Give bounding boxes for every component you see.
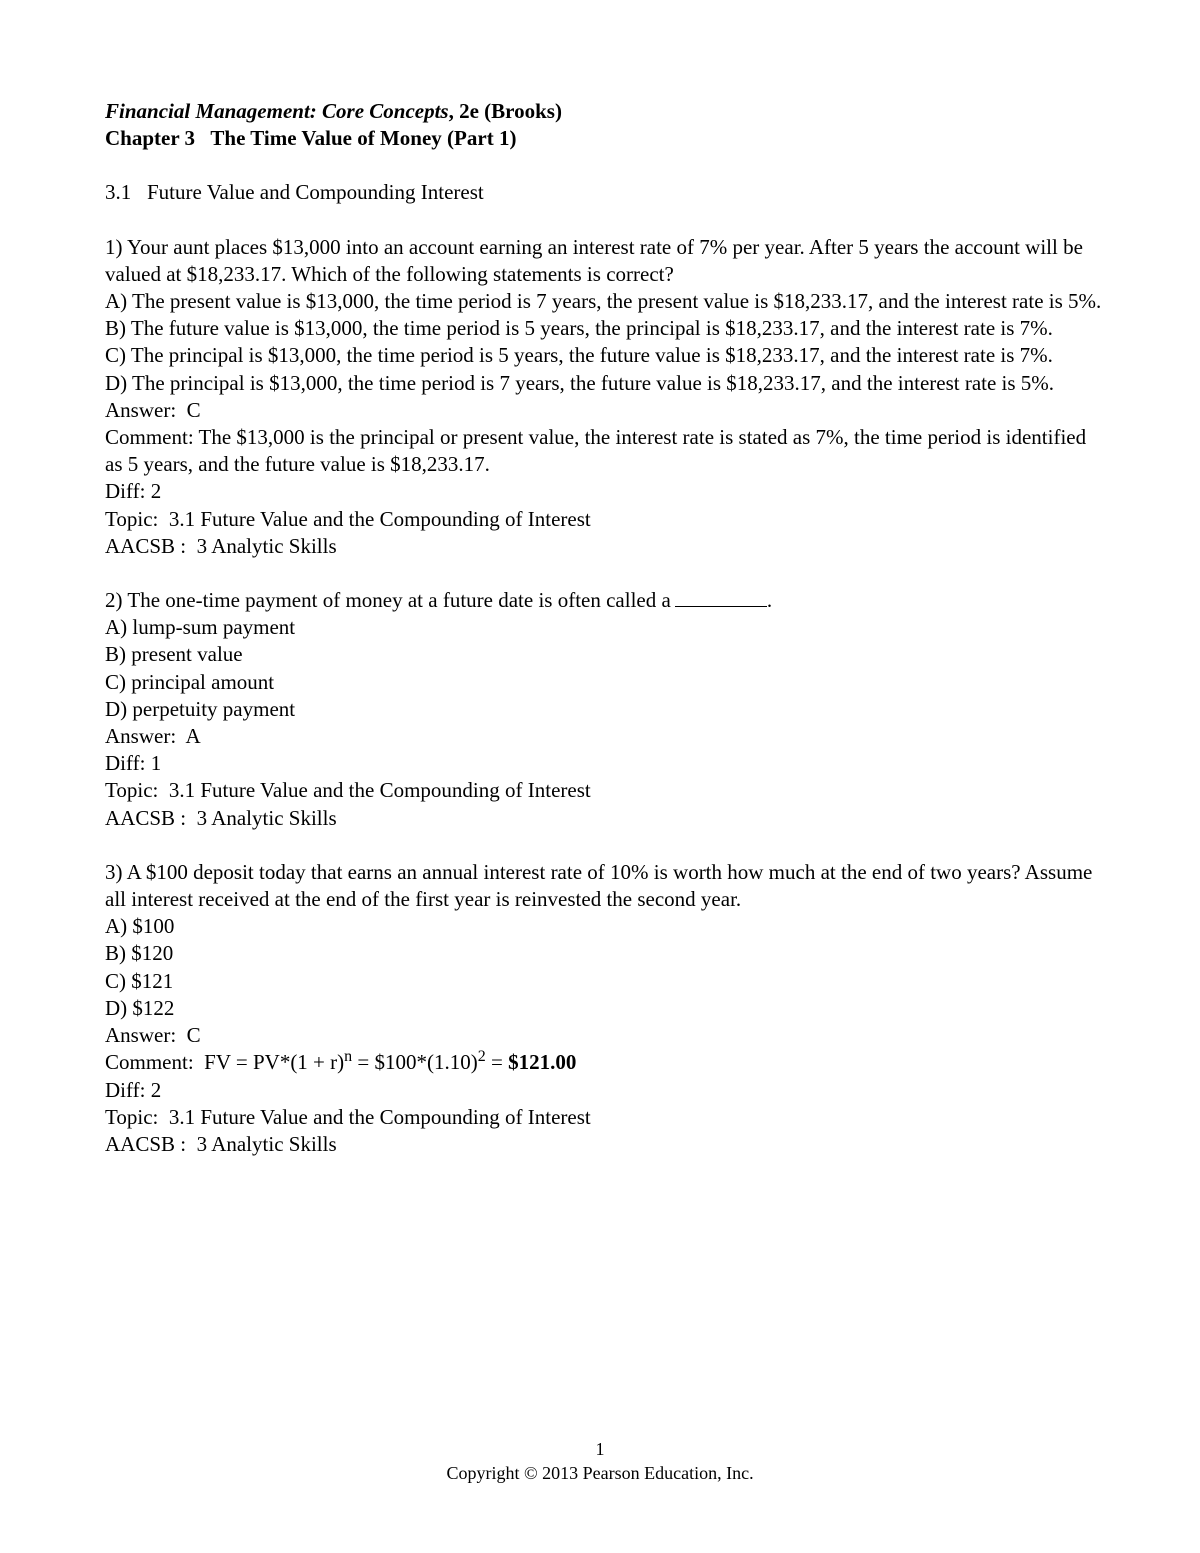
option-c: C) principal amount	[105, 669, 275, 694]
aacsb: AACSB : 3 Analytic Skills	[105, 805, 337, 830]
book-title: Financial Management: Core Concepts	[105, 99, 449, 123]
answer: Answer: C	[105, 397, 201, 422]
difficulty: Diff: 2	[105, 1077, 162, 1102]
option-d: D) $122	[105, 995, 175, 1020]
difficulty: Diff: 1	[105, 751, 162, 776]
formula-result: $121.00	[508, 1050, 577, 1075]
page-footer	[0, 1437, 1200, 1485]
option-a: A) lump-sum payment	[105, 615, 296, 640]
question-stem-text: 2) The one-time payment of money at a future date is often called a	[105, 588, 671, 613]
option-b: B) The future value is $13,000, the time period is 5 years, the principal is $18,233.17, and the interest rate is 7%.	[105, 316, 1053, 341]
book-edition: , 2e (Brooks)	[448, 99, 562, 123]
document-page	[105, 98, 1105, 1158]
option-d: D) perpetuity payment	[105, 696, 296, 721]
formula-exponent-n: n	[344, 1048, 353, 1066]
aacsb: AACSB : 3 Analytic Skills	[105, 533, 337, 558]
comment-formula	[105, 1049, 1105, 1076]
option-b: B) $120	[105, 941, 174, 966]
copyright-notice: Copyright © 2013 Pearson Education, Inc.	[446, 1463, 754, 1483]
formula-middle: = $100*(1.10)	[352, 1050, 478, 1075]
formula-prefix: Comment: FV = PV*(1 + r)	[105, 1050, 345, 1075]
topic: Topic: 3.1 Future Value and the Compounding of Interest	[105, 506, 591, 531]
formula-equals: =	[485, 1050, 509, 1075]
book-title-line	[105, 98, 1105, 125]
question-3	[105, 859, 1105, 1158]
section-heading: 3.1 Future Value and Compounding Interest	[105, 180, 484, 205]
question-stem	[105, 587, 1105, 614]
option-d: D) The principal is $13,000, the time period is 7 years, the future value is $18,233.17, and the interest rate is 5%.	[105, 370, 1055, 395]
page-number: 1	[595, 1439, 605, 1459]
topic: Topic: 3.1 Future Value and the Compounding of Interest	[105, 778, 591, 803]
aacsb: AACSB : 3 Analytic Skills	[105, 1131, 337, 1156]
formula-exponent-2: 2	[477, 1048, 486, 1066]
question-1	[105, 234, 1105, 560]
question-stem: 1) Your aunt places $13,000 into an account earning an interest rate of 7% per year. After 5 years the account will be valued at $18,233.17. Which of the following statements is correct?	[105, 234, 1083, 286]
answer: Answer: C	[105, 1023, 201, 1048]
question-stem: 3) A $100 deposit today that earns an annual interest rate of 10% is worth how much at the end of two years? Assume all interest received at the end of the first year is reinvested the second year.	[105, 859, 1093, 912]
chapter-title: Chapter 3 The Time Value of Money (Part 1)	[105, 126, 517, 151]
option-a: A) The present value is $13,000, the time period is 7 years, the present value is $18,233.17, and the interest rate is 5%.	[105, 289, 1102, 314]
question-2	[105, 587, 1105, 832]
option-b: B) present value	[105, 642, 243, 667]
topic: Topic: 3.1 Future Value and the Compounding of Interest	[105, 1104, 591, 1129]
option-c: C) $121	[105, 968, 174, 993]
difficulty: Diff: 2	[105, 479, 162, 504]
answer: Answer: A	[105, 724, 201, 749]
fill-in-blank	[675, 588, 767, 607]
question-stem-end: .	[766, 588, 773, 613]
comment: Comment: The $13,000 is the principal or present value, the interest rate is stated as 7%, the time period is identified as 5 years, and the future value is $18,233.17.	[105, 425, 1087, 477]
option-a: A) $100	[105, 914, 175, 939]
option-c: C) The principal is $13,000, the time period is 5 years, the future value is $18,233.17, and the interest rate is 7%.	[105, 343, 1053, 368]
